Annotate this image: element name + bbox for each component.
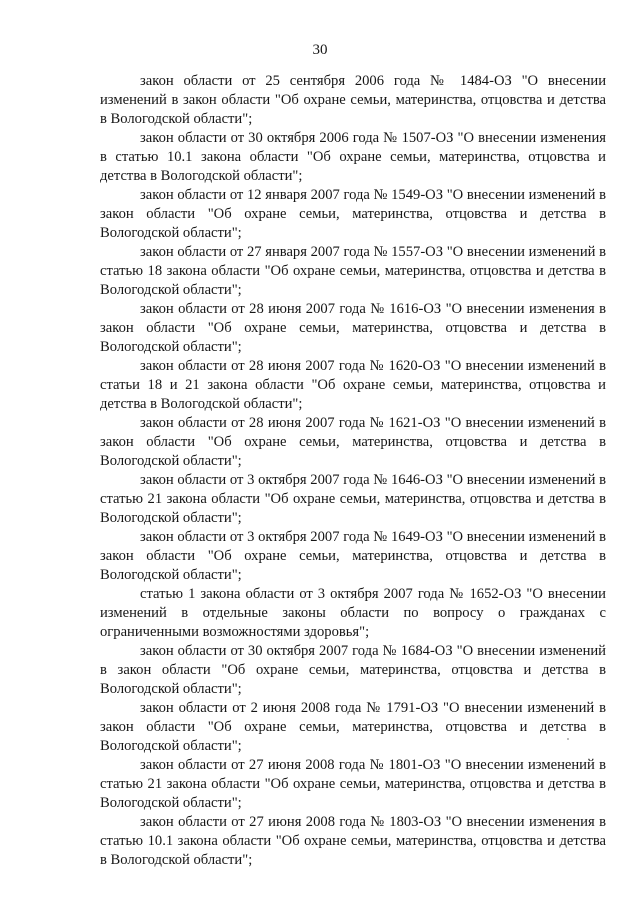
law-list-item: закон области от 27 июня 2008 года № 1803-ОЗ "О внесении изменения в статью 10.1 закона области "Об охране семьи, материнства, отцовства и детства в Вологодской области"; xyxy=(100,814,606,868)
law-list-item: закон области от 28 июня 2007 года № 1621-ОЗ "О внесении изменений в закон области "Об охране семьи, материнства, отцовства и детства в Вологодской области"; xyxy=(100,415,606,469)
law-list-item: закон области от 28 июня 2007 года № 1620-ОЗ "О внесении изменений в статьи 18 и 21 закона области "Об охране семьи, материнства, отцовства и детства в Вологодской области"; xyxy=(100,358,606,412)
law-list-item: закон области от 30 октября 2006 года № 1507-ОЗ "О внесении изменения в статью 10.1 закона области "Об охране семьи, материнства, отцовства и детства в Вологодской области"; xyxy=(100,130,606,184)
law-list-item: закон области от 3 октября 2007 года № 1649-ОЗ "О внесении изменений в закон области "Об охране семьи, материнства, отцовства и детства в Вологодской области"; xyxy=(100,529,606,583)
law-list-item: закон области от 27 января 2007 года № 1557-ОЗ "О внесении изменений в статью 18 закона области "Об охране семьи, материнства, отцовства и детства в Вологодской области"; xyxy=(100,244,606,298)
law-list-item: закон области от 12 января 2007 года № 1549-ОЗ "О внесении изменений в закон области "Об охране семьи, материнства, отцовства и детства в Вологодской области"; xyxy=(100,187,606,241)
law-list-item: закон области от 28 июня 2007 года № 1616-ОЗ "О внесении изменения в закон области "Об охране семьи, материнства, отцовства и детства в Вологодской области"; xyxy=(100,301,606,355)
scan-speck xyxy=(567,738,569,740)
law-list-item: закон области от 30 октября 2007 года № 1684-ОЗ "О внесении изменений в закон области "Об охране семьи, материнства, отцовства и детства в Вологодской области"; xyxy=(100,643,606,697)
law-list-item: закон области от 27 июня 2008 года № 1801-ОЗ "О внесении изменений в статью 21 закона области "Об охране семьи, материнства, отцовства и детства в Вологодской области"; xyxy=(100,757,606,811)
law-list-item: закон области от 3 октября 2007 года № 1646-ОЗ "О внесении изменений в статью 21 закона области "Об охране семьи, материнства, отцовства и детства в Вологодской области"; xyxy=(100,472,606,526)
document-body xyxy=(100,72,606,870)
law-list-item: статью 1 закона области от 3 октября 2007 года № 1652-ОЗ "О внесении изменений в отдельные законы области по вопросу о гражданах с ограниченными возможностями здоровья"; xyxy=(100,586,606,640)
law-list-item: закон области от 2 июня 2008 года № 1791-ОЗ "О внесении изменений в закон области "Об охране семьи, материнства, отцовства и детства в Вологодской области"; xyxy=(100,700,606,754)
page-number: 30 xyxy=(312,42,328,58)
law-list-item: закон области от 25 сентября 2006 года № 1484-ОЗ "О внесении изменений в закон области "Об охране семьи, материнства, отцовства и детства в Вологодской области"; xyxy=(100,73,606,127)
